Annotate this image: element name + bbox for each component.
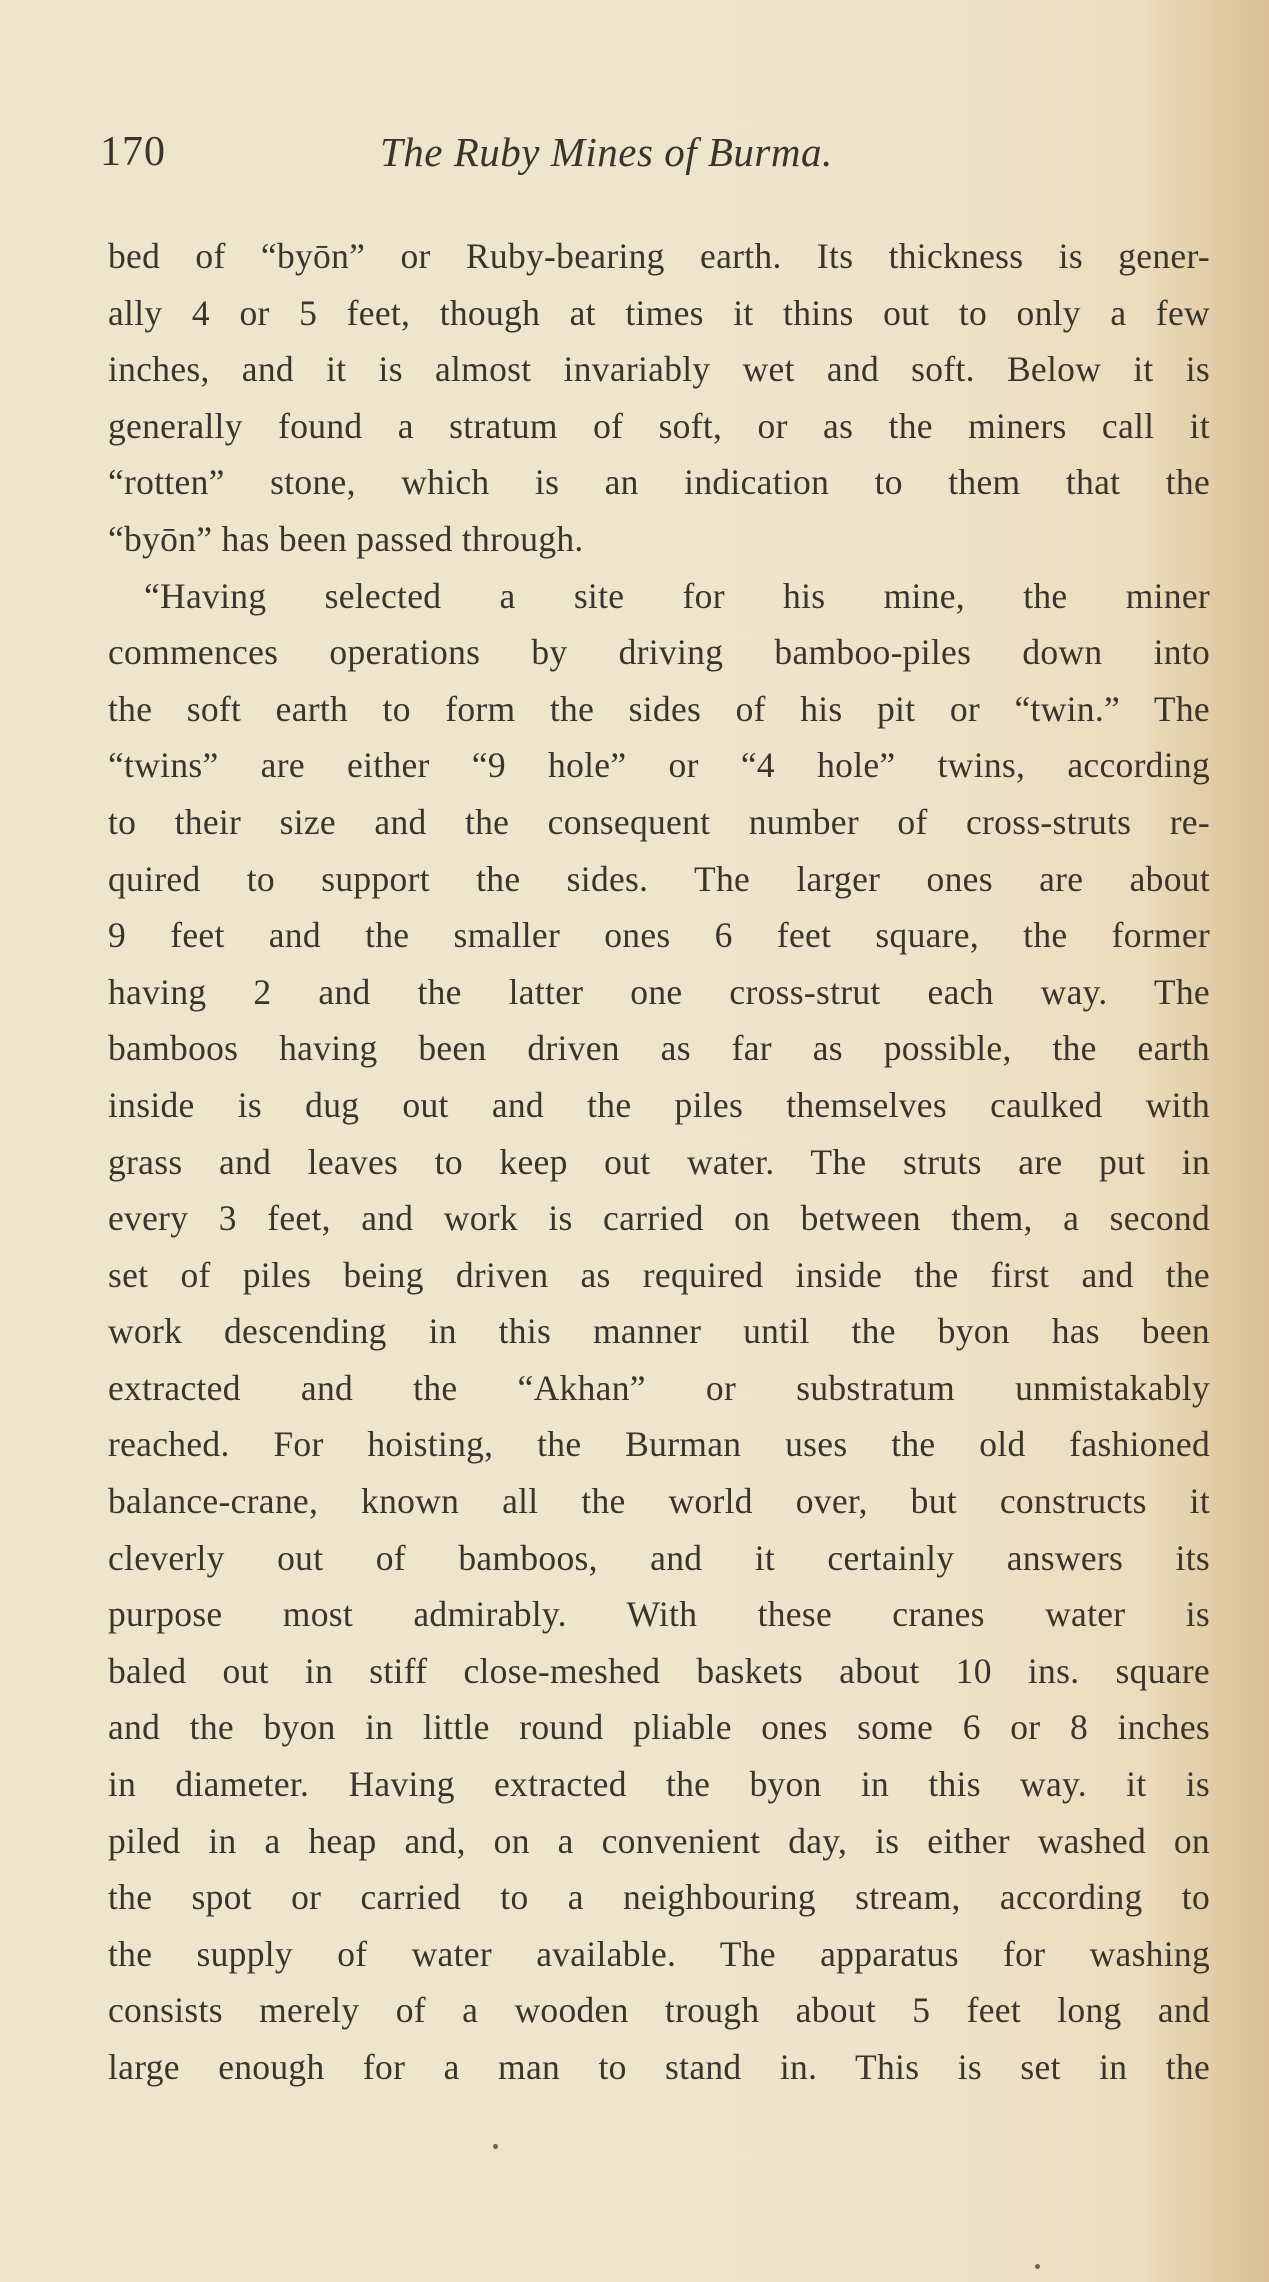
text-line: consists merely of a wooden trough about 5 feet long and: [108, 1990, 1210, 2031]
running-head: [100, 128, 1200, 188]
text-line: cleverly out of bamboos, and it certainly answers its: [108, 1537, 1210, 1578]
text-line: and the byon in little round pliable ones some 6 or 8 inches: [108, 1707, 1210, 1748]
text-line: “twins” are either “9 hole” or “4 hole” twins, according: [108, 745, 1210, 786]
text-line: reached. For hoisting, the Burman uses the old fashioned: [108, 1424, 1210, 1465]
paragraph-start-line: “Having selected a site for his mine, the miner: [144, 575, 1210, 616]
text-line: the supply of water available. The apparatus for washing: [108, 1933, 1210, 1974]
print-speck: [493, 2144, 498, 2149]
text-line: “rotten” stone, which is an indication to them that the: [108, 462, 1210, 503]
text-line: quired to support the sides. The larger ones are about: [108, 858, 1210, 899]
text-line: generally found a stratum of soft, or as the miners call it: [108, 405, 1210, 446]
paragraph-end-line: “byōn” has been passed through.: [108, 518, 584, 559]
text-line: to their size and the consequent number of cross-struts re-: [108, 801, 1210, 842]
text-line: extracted and the “Akhan” or substratum unmistakably: [108, 1367, 1210, 1408]
text-line: the soft earth to form the sides of his pit or “twin.” The: [108, 688, 1210, 729]
running-title: The Ruby Mines of Burma.: [380, 129, 833, 175]
text-line: inches, and it is almost invariably wet and soft. Below it is: [108, 349, 1210, 390]
text-line: large enough for a man to stand in. This is set in the: [108, 2047, 1210, 2087]
text-line: ally 4 or 5 feet, though at times it thins out to only a few: [108, 292, 1210, 333]
text-line: in diameter. Having extracted the byon in this way. it is: [108, 1764, 1210, 1805]
text-line: bamboos having been driven as far as possible, the earth: [108, 1028, 1210, 1069]
text-line: purpose most admirably. With these cranes water is: [108, 1594, 1210, 1635]
text-line: baled out in stiff close-meshed baskets about 10 ins. square: [108, 1650, 1210, 1691]
text-line: commences operations by driving bamboo-piles down into: [108, 632, 1210, 673]
text-line: 9 feet and the smaller ones 6 feet square, the former: [108, 915, 1210, 956]
text-line: inside is dug out and the piles themselves caulked with: [108, 1084, 1210, 1125]
text-line: piled in a heap and, on a convenient day, is either washed on: [108, 1820, 1210, 1861]
text-line: balance-crane, known all the world over, but constructs it: [108, 1481, 1210, 1522]
text-line: grass and leaves to keep out water. The struts are put in: [108, 1141, 1210, 1182]
text-line: set of piles being driven as required inside the first and the: [108, 1254, 1210, 1295]
text-line: having 2 and the latter one cross-strut each way. The: [108, 971, 1210, 1012]
page-number: 170: [100, 129, 166, 175]
text-line: bed of “byōn” or Ruby-bearing earth. Its thickness is gener-: [108, 236, 1210, 276]
text-line: work descending in this manner until the byon has been: [108, 1311, 1210, 1352]
body-text: [108, 228, 1210, 2096]
print-speck: [1035, 2264, 1040, 2269]
text-line: the spot or carried to a neighbouring stream, according to: [108, 1877, 1210, 1918]
text-line: every 3 feet, and work is carried on between them, a second: [108, 1198, 1210, 1239]
